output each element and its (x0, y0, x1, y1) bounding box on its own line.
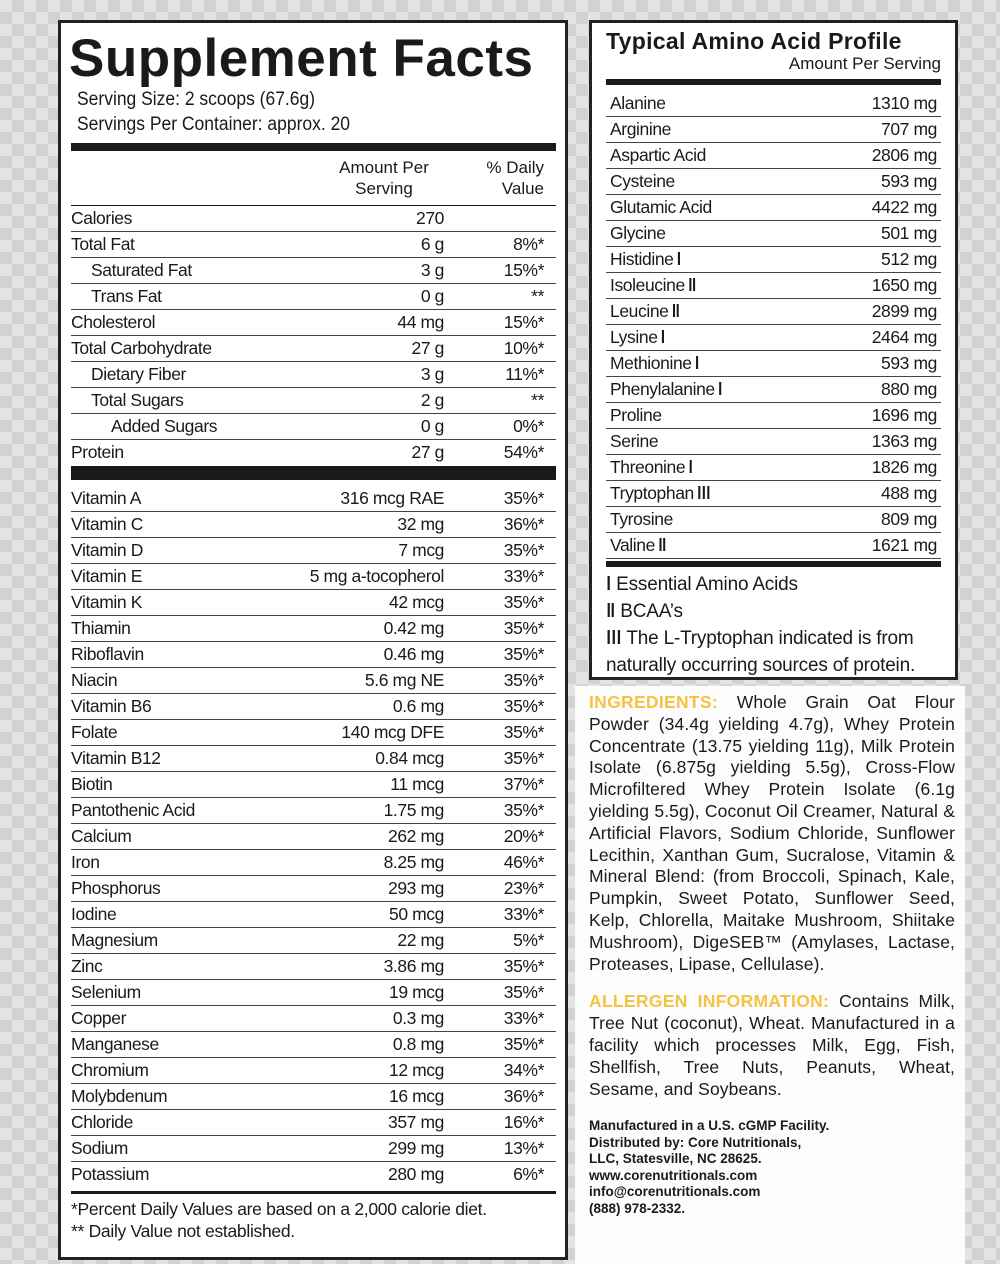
nutrient-row (71, 1032, 556, 1058)
nutrient-amount: 357 mg (388, 1112, 444, 1132)
nutrient-daily-value: 35%* (503, 618, 544, 638)
amino-name-text: Phenylalanine (610, 379, 715, 399)
nutrient-daily-value: 35%* (503, 488, 544, 508)
legend-mark: ǀ (606, 574, 612, 595)
amino-name (610, 301, 827, 322)
nutrient-daily-value: ** (531, 390, 544, 410)
amino-name-text: Arginine (610, 119, 672, 139)
mfg-line: LLC, Statesville, NC 28625. (589, 1151, 762, 1167)
legend-line (606, 571, 941, 598)
nutrient-daily-value: 20%* (503, 826, 544, 846)
nutrient-amount: 0.84 mcg (375, 748, 444, 768)
nutrient-daily-value: 35%* (503, 722, 544, 742)
nutrient-amount: 293 mg (388, 878, 444, 898)
nutrient-amount: 42 mcg (389, 592, 444, 612)
nutrient-amount: 262 mg (388, 826, 444, 846)
nutrient-row (71, 928, 556, 954)
nutrient-amount: 0.8 mg (392, 1034, 444, 1054)
amino-name (610, 535, 827, 556)
nutrient-daily-value: 6%* (513, 1164, 544, 1184)
amino-row (606, 533, 941, 559)
amino-name-text: Glutamic Acid (610, 197, 712, 217)
amino-value: 809 mg (881, 509, 937, 529)
amount-header-line1: Amount Per (339, 158, 429, 177)
nutrient-name: Folate (71, 722, 118, 742)
amino-mark: ǀ (688, 457, 693, 477)
amino-mark: ǁ (671, 301, 680, 321)
legend-line (606, 625, 941, 652)
servings-per-container: Servings Per Container: approx. 20 (77, 114, 351, 135)
nutrient-row (71, 1084, 556, 1110)
nutrient-row (71, 486, 556, 512)
amino-name (610, 327, 827, 348)
legend-text: Essential Amino Acids (616, 574, 798, 595)
nutrient-row (71, 232, 556, 258)
nutrient-amount: 0.6 mg (392, 696, 444, 716)
nutrient-daily-value: 0%* (513, 416, 544, 436)
nutrient-amount: 0.3 mg (392, 1008, 444, 1028)
nutrient-amount: 11 mcg (390, 774, 444, 794)
nutrient-daily-value: 36%* (503, 514, 544, 534)
nutrient-amount: 1.75 mg (383, 800, 444, 820)
nutrient-name: Calories (71, 208, 132, 228)
nutrient-name: Dietary Fiber (91, 364, 186, 384)
nutrient-amount: 299 mg (388, 1138, 444, 1158)
amino-mark: ǁ (657, 535, 667, 555)
amino-row (606, 377, 941, 403)
amino-value: 880 mg (881, 379, 937, 399)
nutrient-name: Vitamin E (71, 566, 142, 586)
nutrient-amount: 3 g (420, 260, 444, 280)
legend-line (606, 652, 941, 679)
amino-name-text: Lysine (610, 327, 658, 347)
nutrient-name: Potassium (71, 1164, 150, 1184)
amino-value: 488 mg (881, 483, 937, 503)
amino-name-text: Proline (610, 405, 662, 425)
nutrient-daily-value: 35%* (503, 540, 544, 560)
amino-value: 2806 mg (871, 145, 937, 165)
amino-name (610, 145, 827, 166)
amino-acid-panel (589, 20, 958, 680)
nutrient-amount: 2 g (420, 390, 444, 410)
supplement-facts-panel (58, 20, 568, 1260)
amino-mark: ǀ (676, 249, 682, 269)
amino-value: 1621 mg (871, 535, 937, 555)
allergen-text: Contains Milk, Tree Nut (coconut), Wheat. Manufactured in a facility which processes Milk, Egg, Fish, Shellfish, Tree Nuts, Peanuts, Wheat, Sesame, and Soybeans. (589, 991, 956, 1099)
nutrient-row (71, 388, 556, 414)
amino-value: 1826 mg (871, 457, 937, 477)
nutrient-name: Biotin (71, 774, 113, 794)
nutrient-row (71, 512, 556, 538)
amino-name (610, 119, 827, 140)
nutrient-row (71, 954, 556, 980)
footnote-not-established: ** Daily Value not established. (71, 1221, 295, 1241)
nutrient-name: Chromium (71, 1060, 149, 1080)
amino-mark: ǀ (694, 353, 700, 373)
nutrient-amount: 0.42 mg (383, 618, 444, 638)
nutrient-row (71, 694, 556, 720)
nutrient-name: Saturated Fat (91, 260, 192, 280)
divider-thick-section (71, 466, 556, 480)
nutrient-daily-value: 35%* (503, 800, 544, 820)
nutrient-row (71, 310, 556, 336)
ingredients-text: Whole Grain Oat Flour Powder (34.4g yielding 4.7g), Whey Protein Concentrate (13.75 yielding 11g), Milk Protein Isolate (6.875g yielding 5.5g), Cross-Flow Microfiltered Whey Protein Isolate (6.1g yielding 5.5g), Coconut Oil Creamer, Natural & Artificial Flavors, Sodium Chloride, Sunflower Lecithin, Xanthan Gum, Sucralose, Vitamin & Mineral Blend: (from Broccoli, Spinach, Kale, Pumpkin, Sweet Potato, Sunflower Seed, Kelp, Chlorella, Maitake Mushroom, Shiitake Mushroom), DigeSEB™ (Amylases, Lactase, Proteases, Lipase, Cellulase). (589, 692, 955, 974)
nutrient-row (71, 1162, 556, 1187)
nutrient-daily-value: 8%* (513, 234, 544, 254)
amino-name (610, 93, 827, 114)
nutrient-name: Copper (71, 1008, 126, 1028)
legend-mark: ǀǀǀ (606, 628, 622, 649)
mfg-website-link[interactable]: www.corenutritionals.com (589, 1167, 758, 1183)
nutrient-name: Iodine (71, 904, 117, 924)
nutrient-daily-value: 35%* (503, 1034, 544, 1054)
nutrient-row (71, 902, 556, 928)
nutrient-daily-value: 33%* (503, 904, 544, 924)
micronutrients-table (71, 486, 556, 1187)
amino-name (610, 509, 827, 530)
nutrient-amount: 3.86 mg (383, 956, 444, 976)
nutrient-amount: 27 g (411, 338, 444, 358)
nutrient-daily-value: ** (531, 286, 544, 306)
nutrient-row (71, 564, 556, 590)
divider-thick (71, 143, 556, 151)
amino-name-text: Alanine (610, 93, 666, 113)
amino-row (606, 143, 941, 169)
amino-row (606, 273, 941, 299)
nutrient-row (71, 206, 556, 232)
nutrient-amount: 22 mg (397, 930, 444, 950)
amino-legend (606, 571, 941, 679)
nutrient-amount: 6 g (420, 234, 444, 254)
amino-value: 1696 mg (871, 405, 937, 425)
amino-row (606, 351, 941, 377)
nutrient-amount: 32 mg (397, 514, 444, 534)
amino-name-text: Threonine (610, 457, 686, 477)
nutrient-daily-value: 35%* (503, 644, 544, 664)
nutrient-row (71, 590, 556, 616)
amino-name-text: Valine (610, 535, 655, 555)
nutrient-amount: 140 mcg DFE (341, 722, 444, 742)
amino-name-text: Tryptophan (610, 483, 694, 503)
nutrient-row (71, 798, 556, 824)
legend-line (606, 598, 941, 625)
nutrient-row (71, 1136, 556, 1162)
amino-row (606, 221, 941, 247)
amino-value: 1310 mg (871, 93, 937, 113)
nutrient-row (71, 824, 556, 850)
nutrient-row (71, 1110, 556, 1136)
nutrient-name: Pantothenic Acid (71, 800, 195, 820)
amino-mark: ǀ (660, 327, 666, 347)
nutrient-amount: 50 mcg (389, 904, 444, 924)
amino-name-text: Serine (610, 431, 659, 451)
amino-name-text: Histidine (610, 249, 674, 269)
amino-divider-bottom (606, 561, 941, 567)
serving-size: Serving Size: 2 scoops (67.6g) (77, 89, 316, 110)
nutrient-daily-value: 11%* (505, 364, 544, 384)
amino-name-text: Cysteine (610, 171, 675, 191)
nutrient-daily-value: 35%* (503, 748, 544, 768)
amino-mark: ǀǀǀ (696, 483, 711, 503)
nutrient-name: Riboflavin (71, 644, 144, 664)
ingredients-paragraph (589, 692, 955, 975)
nutrient-amount: 12 mcg (389, 1060, 444, 1080)
footnotes (71, 1191, 556, 1242)
manufacturer-info (589, 1118, 955, 1217)
amino-name (610, 353, 827, 374)
nutrient-daily-value: 15%* (503, 260, 544, 280)
amount-column-header (324, 157, 444, 199)
nutrient-name: Manganese (71, 1034, 159, 1054)
supplement-facts-title: Supplement Facts (69, 29, 534, 88)
nutrient-daily-value: 5%* (513, 930, 544, 950)
nutrient-name: Vitamin C (71, 514, 143, 534)
legend-text: The L-Tryptophan indicated is from (626, 628, 914, 649)
amino-value: 501 mg (881, 223, 937, 243)
amino-name-text: Methionine (610, 353, 692, 373)
nutrient-amount: 280 mg (388, 1164, 444, 1184)
nutrient-name: Selenium (71, 982, 141, 1002)
nutrient-row (71, 850, 556, 876)
nutrient-name: Molybdenum (71, 1086, 168, 1106)
nutrient-row (71, 1058, 556, 1084)
amino-name (610, 197, 827, 218)
amino-divider-top (606, 79, 941, 85)
macros-table (71, 206, 556, 465)
amino-row (606, 117, 941, 143)
amino-subtitle: Amount Per Serving (788, 54, 941, 73)
nutrient-amount: 16 mcg (389, 1086, 444, 1106)
nutrient-amount: 19 mcg (389, 982, 444, 1002)
amino-value: 1363 mg (871, 431, 937, 451)
nutrient-daily-value: 34%* (503, 1060, 544, 1080)
amino-name (610, 405, 827, 426)
nutrient-daily-value: 23%* (503, 878, 544, 898)
nutrient-row (71, 616, 556, 642)
dv-header-line1: % Daily (486, 158, 544, 177)
nutrient-amount: 5 mg a-tocopherol (309, 566, 444, 586)
amino-name (610, 483, 827, 504)
nutrient-name: Chloride (71, 1112, 133, 1132)
amino-name (610, 457, 827, 478)
ingredients-section (575, 686, 965, 1264)
amino-value: 4422 mg (871, 197, 937, 217)
amino-value: 707 mg (881, 119, 937, 139)
nutrient-daily-value: 10%* (503, 338, 544, 358)
nutrient-daily-value: 15%* (503, 312, 544, 332)
nutrient-name: Sodium (71, 1138, 128, 1158)
nutrient-name: Vitamin B12 (71, 748, 161, 768)
nutrient-row (71, 720, 556, 746)
nutrient-name: Calcium (71, 826, 132, 846)
nutrient-amount: 27 g (411, 442, 444, 462)
nutrient-row (71, 538, 556, 564)
amino-row (606, 195, 941, 221)
amino-row (606, 169, 941, 195)
amino-name (610, 249, 827, 270)
dv-header-line2: Value (501, 179, 544, 198)
amino-row (606, 299, 941, 325)
amino-mark: ǁ (687, 275, 697, 295)
amino-table (606, 91, 941, 559)
nutrient-name: Thiamin (71, 618, 131, 638)
nutrient-name: Iron (71, 852, 100, 872)
nutrient-row (71, 336, 556, 362)
mfg-phone: (888) 978-2332. (589, 1200, 686, 1216)
mfg-line: Distributed by: Core Nutritionals, (589, 1134, 802, 1150)
nutrient-row (71, 980, 556, 1006)
amino-value: 512 mg (881, 249, 937, 269)
amount-header-line2: Serving (355, 179, 413, 198)
nutrient-daily-value: 35%* (503, 956, 544, 976)
column-header (71, 151, 556, 206)
nutrient-row (71, 746, 556, 772)
nutrient-amount: 3 g (420, 364, 444, 384)
nutrient-amount: 8.25 mg (383, 852, 444, 872)
nutrient-row (71, 284, 556, 310)
nutrient-amount: 0 g (420, 286, 444, 306)
nutrient-name: Added Sugars (111, 416, 218, 436)
nutrient-amount: 0 g (420, 416, 444, 436)
amino-name (610, 379, 827, 400)
nutrient-row (71, 440, 556, 465)
nutrient-name: Total Fat (71, 234, 135, 254)
nutrient-name: Magnesium (71, 930, 158, 950)
amino-row (606, 403, 941, 429)
nutrient-name: Vitamin K (71, 592, 142, 612)
amino-name (610, 223, 827, 244)
amino-row (606, 247, 941, 273)
amino-value: 1650 mg (871, 275, 937, 295)
amino-row (606, 429, 941, 455)
nutrient-name: Niacin (71, 670, 118, 690)
nutrient-row (71, 362, 556, 388)
amino-name (610, 171, 827, 192)
amino-name-text: Aspartic Acid (610, 145, 706, 165)
mfg-email-link[interactable]: info@corenutritionals.com (589, 1184, 761, 1200)
allergen-paragraph (589, 991, 955, 1100)
nutrient-daily-value: 36%* (503, 1086, 544, 1106)
nutrient-amount: 270 (416, 208, 444, 228)
allergen-label: ALLERGEN INFORMATION: (589, 991, 830, 1012)
ingredients-label: INGREDIENTS: (589, 692, 719, 712)
nutrient-name: Vitamin A (71, 488, 142, 508)
footnote-dv: *Percent Daily Values are based on a 2,000 calorie diet. (71, 1199, 487, 1219)
nutrient-daily-value: 33%* (503, 566, 544, 586)
nutrient-name: Total Carbohydrate (71, 338, 212, 358)
nutrient-name: Total Sugars (91, 390, 184, 410)
amino-value: 593 mg (881, 171, 937, 191)
nutrient-row (71, 258, 556, 284)
nutrient-daily-value: 35%* (503, 592, 544, 612)
nutrient-amount: 0.46 mg (383, 644, 444, 664)
nutrient-amount: 316 mcg RAE (340, 488, 444, 508)
nutrient-name: Cholesterol (71, 312, 156, 332)
nutrient-daily-value: 37%* (503, 774, 544, 794)
nutrient-daily-value: 13%* (503, 1138, 544, 1158)
nutrient-row (71, 414, 556, 440)
nutrient-name: Phosphorus (71, 878, 161, 898)
amino-name-text: Isoleucine (610, 275, 685, 295)
nutrient-amount: 44 mg (397, 312, 444, 332)
nutrient-daily-value: 54%* (503, 442, 544, 462)
amino-name (610, 275, 827, 296)
mfg-line: Manufactured in a U.S. cGMP Facility. (589, 1118, 830, 1134)
legend-text: naturally occurring sources of protein. (606, 655, 916, 676)
nutrient-name: Zinc (71, 956, 103, 976)
amino-row (606, 481, 941, 507)
nutrient-amount: 7 mcg (398, 540, 444, 560)
amino-value: 593 mg (881, 353, 937, 373)
amino-row (606, 455, 941, 481)
nutrient-daily-value: 16%* (503, 1112, 544, 1132)
legend-mark: ǁ (606, 601, 616, 622)
nutrient-row (71, 1006, 556, 1032)
nutrient-name: Trans Fat (91, 286, 162, 306)
nutrient-row (71, 876, 556, 902)
nutrient-daily-value: 46%* (503, 852, 544, 872)
nutrient-row (71, 642, 556, 668)
legend-text: BCAA’s (620, 601, 683, 622)
nutrient-row (71, 668, 556, 694)
nutrient-name: Protein (71, 442, 124, 462)
amino-value: 2464 mg (871, 327, 937, 347)
nutrient-daily-value: 35%* (503, 696, 544, 716)
nutrient-daily-value: 33%* (503, 1008, 544, 1028)
nutrient-name: Vitamin B6 (71, 696, 152, 716)
nutrient-name: Vitamin D (71, 540, 143, 560)
amino-name-text: Tyrosine (610, 509, 673, 529)
nutrient-daily-value: 35%* (503, 670, 544, 690)
nutrient-daily-value: 35%* (503, 982, 544, 1002)
amino-mark: ǀ (717, 379, 723, 399)
amino-value: 2899 mg (871, 301, 937, 321)
nutrient-amount: 5.6 mg NE (364, 670, 444, 690)
amino-name-text: Glycine (610, 223, 666, 243)
amino-row (606, 507, 941, 533)
amino-title: Typical Amino Acid Profile (606, 28, 902, 54)
amino-row (606, 325, 941, 351)
amino-name (610, 431, 827, 452)
dv-column-header (444, 157, 556, 199)
nutrient-row (71, 772, 556, 798)
amino-name-text: Leucine (610, 301, 669, 321)
amino-row (606, 91, 941, 117)
